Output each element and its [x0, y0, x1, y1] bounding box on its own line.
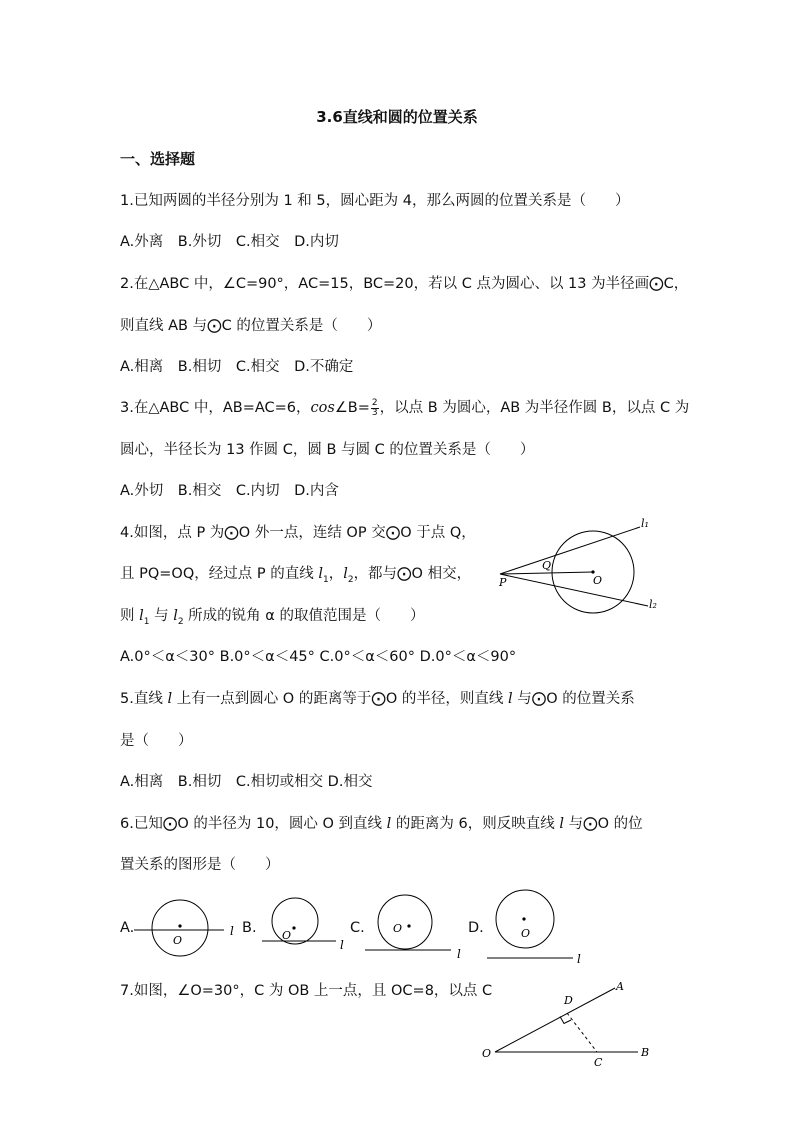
- svg-text:O: O: [282, 929, 292, 942]
- svg-text:O: O: [173, 934, 183, 947]
- label-o: O: [482, 1047, 492, 1060]
- option-a-label: A.: [120, 920, 135, 936]
- label-l2: l₂: [649, 598, 657, 611]
- line-l2: [500, 574, 648, 606]
- question-3-line-2: 圆心，半径长为 13 作圆 C，圆 B 与圆 C 的位置关系是（ ）: [120, 442, 535, 458]
- question-5-options: A.相离 B.相切 C.相切或相交 D.相交: [120, 774, 373, 790]
- label-c: C: [594, 1056, 603, 1069]
- cos-symbol: cos: [310, 400, 335, 416]
- question-1-text: 1.已知两圆的半径分别为 1 和 5，圆心距为 4，那么两圆的位置关系是（ ）: [120, 193, 630, 209]
- option-b-label: B.: [242, 920, 257, 936]
- svg-text:l: l: [340, 938, 344, 952]
- question-4-options: A.0°＜α＜30° B.0°＜α＜45° C.0°＜α＜60° D.0°＜α＜90°: [120, 649, 517, 665]
- question-4-figure: [490, 510, 670, 620]
- label-q: Q: [542, 559, 552, 572]
- question-2-line-2: 则直线 AB 与⨀C 的位置关系是（ ）: [120, 318, 382, 334]
- fraction: $\frac{2}{3}$: [371, 397, 378, 418]
- question-3-line-1: 3.在△ABC 中，AB=AC=6，cos∠B= $\frac{2}{3}$ ，以点 B 为圆心，AB 为半径作圆 B，以点 C 为: [120, 397, 690, 418]
- option-d-figure: [485, 885, 590, 965]
- label-o: O: [593, 574, 603, 587]
- svg-text:O: O: [393, 922, 403, 935]
- question-3-options: A.外切 B.相交 C.内切 D.内含: [120, 483, 339, 499]
- question-6-line-1: 6.已知⨀O 的半径为 10，圆心 O 到直线 l 的距离为 6，则反映直线 l 与⨀O 的位: [120, 816, 643, 832]
- question-5-line-2: 是（ ）: [120, 733, 193, 749]
- option-d-label: D.: [468, 920, 484, 936]
- option-b-figure: [260, 895, 360, 960]
- svg-text:l: l: [457, 947, 461, 960]
- label-a: A: [616, 980, 624, 993]
- right-angle-mark: [560, 1017, 571, 1024]
- question-4-line-3: 则 $l_1$ 与 $l_2$ 所成的锐角 α 的取值范围是（ ）: [120, 608, 425, 627]
- section-heading: 一、选择题: [120, 150, 196, 168]
- option-a-figure: [132, 895, 242, 960]
- label-b: B: [641, 1046, 650, 1059]
- svg-text:O: O: [521, 927, 531, 940]
- svg-text:l: l: [230, 924, 234, 938]
- ray-oa: [495, 988, 615, 1052]
- question-4-line-1: 4.如图，点 P 为⨀O 外一点，连结 OP 交⨀O 于点 Q，: [120, 525, 476, 541]
- page-title: 3.6直线和圆的位置关系: [316, 108, 478, 126]
- question-2-line-1: 2.在△ABC 中，∠C=90°，AC=15，BC=20，若以 C 点为圆心、以 13 为半径画⨀C，: [120, 276, 689, 292]
- line-l1: [500, 527, 640, 574]
- label-l1: l₁: [641, 517, 649, 530]
- question-7-line-1: 7.如图，∠O=30°，C 为 OB 上一点，且 OC=8，以点 C: [120, 983, 493, 999]
- question-5-line-1: 5.直线 l 上有一点到圆心 O 的距离等于⨀O 的半径，则直线 l 与⨀O 的位置关系: [120, 691, 635, 707]
- segment-op: [500, 572, 593, 574]
- option-c-figure: [365, 890, 470, 960]
- label-d: D: [564, 994, 573, 1007]
- question-4-line-2: 且 PQ=OQ，经过点 P 的直线 $l_1$，$l_2$，都与⨀O 相交，: [120, 566, 472, 585]
- svg-text:l: l: [577, 952, 581, 965]
- question-7-figure: [478, 975, 668, 1070]
- question-6-line-2: 置关系的图形是（ ）: [120, 857, 280, 873]
- segment-cd: [567, 1013, 597, 1052]
- question-1-options: A.外离 B.外切 C.相交 D.内切: [120, 234, 339, 250]
- label-p: P: [499, 576, 507, 589]
- question-2-options: A.相离 B.相切 C.相交 D.不确定: [120, 359, 354, 375]
- option-c-label: C.: [350, 920, 365, 936]
